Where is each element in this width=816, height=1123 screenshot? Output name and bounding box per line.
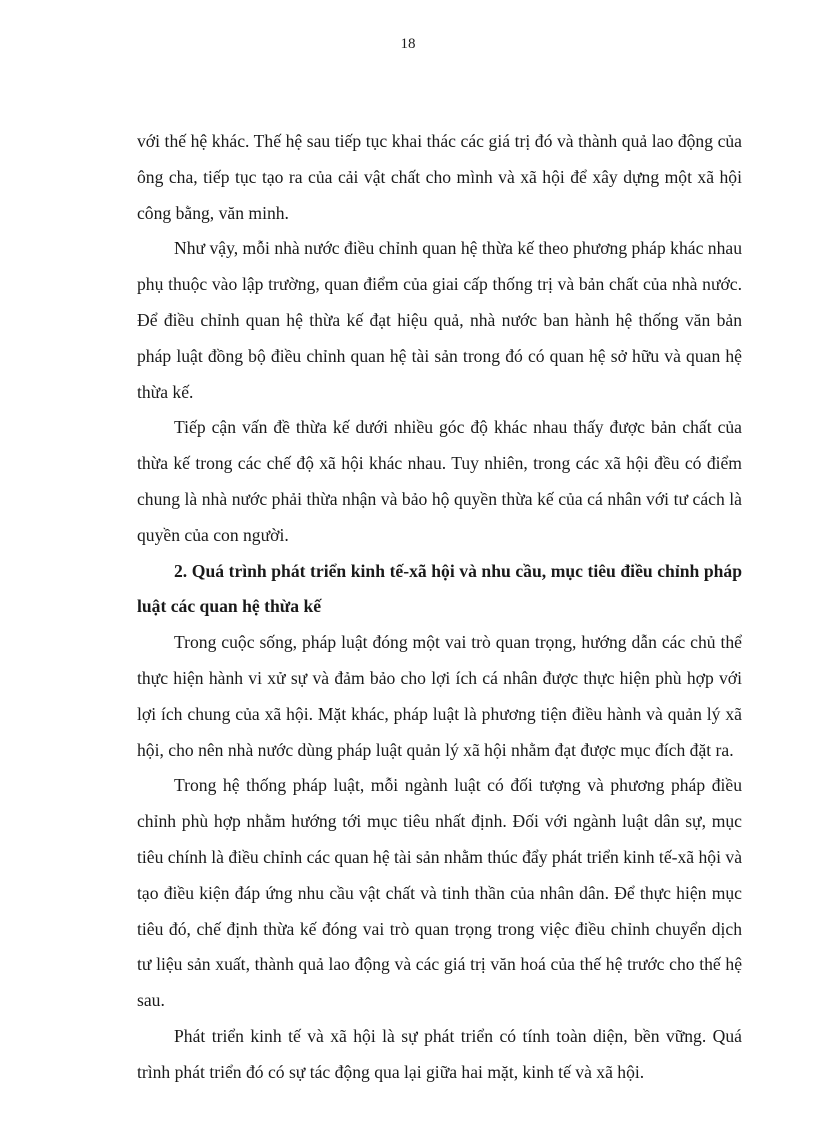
section-heading: 2. Quá trình phát triển kinh tế-xã hội và nhu cầu, mục tiêu điều chỉnh pháp luật các quan hệ thừa kế: [137, 560, 742, 617]
paragraph: Trong hệ thống pháp luật, mỗi ngành luật có đối tượng và phương pháp điều chỉnh phù hợp nhằm hướng tới mục tiêu nhất định. Đối với ngành luật dân sự, mục tiêu chính là điều chỉnh các quan hệ tài sản nhằm thúc đẩy phát triển kinh tế-xã hội và tạo điều kiện đáp ứng nhu cầu vật chất và tinh thần của nhân dân. Để thực hiện mục tiêu đó, chế định thừa kế đóng vai trò quan trọng trong việc điều chỉnh chuyển dịch tư liệu sản xuất, thành quả lao động và các giá trị văn hoá của thế hệ trước cho thế hệ sau.: [137, 775, 742, 1011]
paragraph: Như vậy, mỗi nhà nước điều chỉnh quan hệ thừa kế theo phương pháp khác nhau phụ thuộc vào lập trường, quan điểm của giai cấp thống trị và bản chất của nhà nước. Để điều chỉnh quan hệ thừa kế đạt hiệu quả, nhà nước ban hành hệ thống văn bản pháp luật đồng bộ điều chỉnh quan hệ tài sản trong đó có quan hệ sở hữu và quan hệ thừa kế.: [137, 238, 742, 402]
page-number: 18: [400, 36, 416, 52]
paragraph: Trong cuộc sống, pháp luật đóng một vai trò quan trọng, hướng dẫn các chủ thể thực hiện hành vi xử sự và đảm bảo cho lợi ích cá nhân được thực hiện phù hợp với lợi ích chung của xã hội. Mặt khác, pháp luật là phương tiện điều hành và quản lý xã hội, cho nên nhà nước dùng pháp luật quản lý xã hội nhằm đạt được mục đích đặt ra.: [137, 632, 742, 760]
paragraph-continuation: với thế hệ khác. Thế hệ sau tiếp tục khai thác các giá trị đó và thành quả lao động của ông cha, tiếp tục tạo ra của cải vật chất cho mình và xã hội để xây dựng một xã hội công bằng, văn minh.: [137, 131, 742, 223]
paragraph: Tiếp cận vấn đề thừa kế dưới nhiều góc độ khác nhau thấy được bản chất của thừa kế trong các chế độ xã hội khác nhau. Tuy nhiên, trong các xã hội đều có điểm chung là nhà nước phải thừa nhận và bảo hộ quyền thừa kế của cá nhân với tư cách là quyền của con người.: [137, 417, 742, 545]
paragraph: Phát triển kinh tế và xã hội là sự phát triển có tính toàn diện, bền vững. Quá trình phát triển đó có sự tác động qua lại giữa hai mặt, kinh tế và xã hội.: [137, 1025, 742, 1082]
document-body: [137, 124, 742, 1091]
